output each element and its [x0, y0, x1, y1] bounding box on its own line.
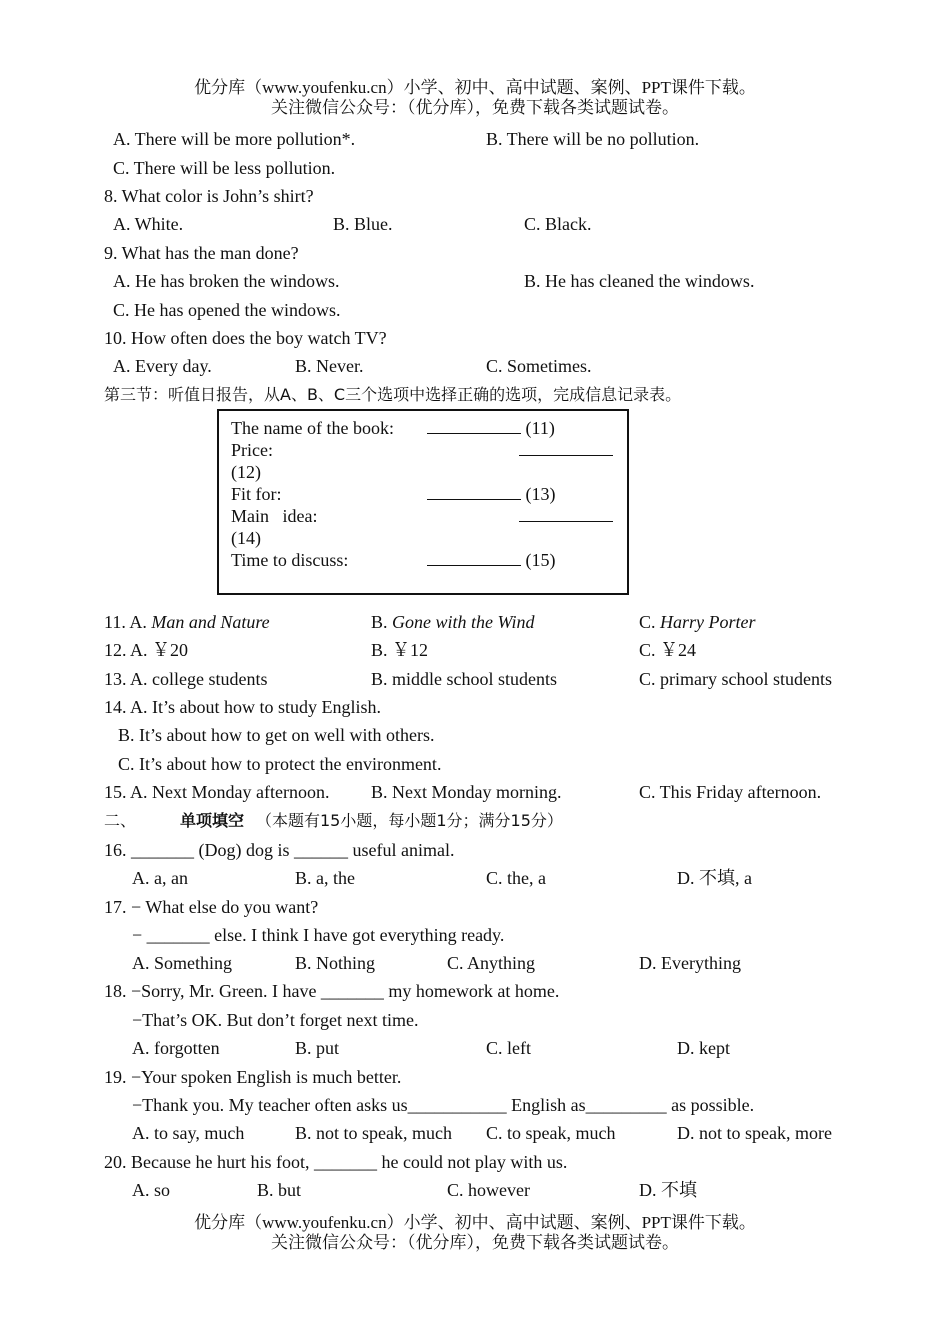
q17-option-b: B. Nothing	[295, 953, 376, 973]
q8-option-a: A. White.	[113, 214, 184, 234]
q19-line2: −Thank you. My teacher often asks us___________ English as_________ as possible.	[132, 1095, 755, 1115]
q11-c-title: Harry Porter	[660, 612, 756, 632]
q14-option-c: C. It’s about how to protect the environment.	[118, 754, 442, 774]
q13-option-b: B. middle school students	[371, 669, 557, 689]
blank-13-number: (13)	[525, 484, 556, 504]
q13-option-a: 13. A. college students	[104, 669, 268, 689]
q15-option-a: 15. A. Next Monday afternoon.	[104, 782, 330, 802]
q11-b-title: Gone with the Wind	[392, 612, 535, 632]
q12-option-b: B. ￥12	[371, 640, 429, 660]
main-idea-label	[231, 505, 317, 527]
part2-number: 二、	[104, 811, 137, 830]
book-name-label: The name of the book:	[231, 418, 394, 438]
q8-stem: 8. What color is John’s shirt?	[104, 186, 314, 206]
q19-option-d: D. not to speak, more	[677, 1123, 832, 1143]
q12-option-c: C. ￥24	[639, 640, 697, 660]
q11-option-a	[104, 611, 270, 633]
q20-option-c: C. however	[447, 1180, 530, 1200]
blank-14-number: (14)	[231, 528, 261, 548]
blank-12-number: (12)	[231, 462, 261, 482]
q16-stem: 16. _______ (Dog) dog is ______ useful animal.	[104, 840, 455, 860]
q10-option-b: B. Never.	[295, 356, 364, 376]
q20-option-b: B. but	[257, 1180, 302, 1200]
main-idea-word2: idea:	[282, 506, 318, 526]
q9-option-b: B. He has cleaned the windows.	[524, 271, 755, 291]
page-header-line2: 关注微信公众号：（优分库），免费下载各类试题试卷。	[271, 98, 679, 117]
q19-option-b: B. not to speak, much	[295, 1123, 452, 1143]
q19-stem: 19. −Your spoken English is much better.	[104, 1067, 402, 1087]
q17-line2: − _______ else. I think I have got everything ready.	[132, 925, 505, 945]
record-table	[217, 409, 629, 595]
blank-12-line	[519, 439, 613, 461]
q10-option-a: A. Every day.	[113, 356, 212, 376]
blank-11-number: (11)	[525, 418, 555, 438]
q9-stem: 9. What has the man done?	[104, 243, 299, 263]
q11-c-letter: C.	[639, 612, 656, 632]
q7-option-b: B. There will be no pollution.	[486, 129, 700, 149]
blank-13	[427, 483, 556, 505]
q20-option-a: A. so	[132, 1180, 171, 1200]
q18-option-b: B. put	[295, 1038, 340, 1058]
blank-11	[427, 417, 555, 439]
q11-number: 11. A.	[104, 612, 147, 632]
q17-option-a: A. Something	[132, 953, 233, 973]
q8-option-b: B. Blue.	[333, 214, 393, 234]
q19-option-c: C. to speak, much	[486, 1123, 616, 1143]
q20-stem: 20. Because he hurt his foot, _______ he could not play with us.	[104, 1152, 568, 1172]
section3-instruction: 第三节：听值日报告，从A、B、C三个选项中选择正确的选项，完成信息记录表。	[104, 385, 682, 404]
q11-b-letter: B.	[371, 612, 388, 632]
q14-option-a: 14. A. It’s about how to study English.	[104, 697, 382, 717]
q15-option-b: B. Next Monday morning.	[371, 782, 562, 802]
q11-a-title: Man and Nature	[151, 612, 270, 632]
q14-option-b: B. It’s about how to get on well with others.	[118, 725, 435, 745]
blank-14-line	[519, 505, 613, 527]
q16-option-d: D. 不填, a	[677, 868, 752, 888]
q17-stem: 17. − What else do you want?	[104, 897, 319, 917]
q10-stem: 10. How often does the boy watch TV?	[104, 328, 387, 348]
q7-option-c: C. There will be less pollution.	[113, 158, 336, 178]
q16-option-b: B. a, the	[295, 868, 355, 888]
q19-option-a: A. to say, much	[132, 1123, 245, 1143]
page-header-line1: 优分库（www.youfenku.cn）小学、初中、高中试题、案例、PPT课件下载。	[194, 78, 756, 97]
part2-title: 单项填空	[180, 811, 245, 830]
q16-option-a: A. a, an	[132, 868, 188, 888]
q11-option-c	[639, 611, 756, 633]
q17-option-d: D. Everything	[639, 953, 741, 973]
q20-option-d: D. 不填	[639, 1180, 697, 1200]
q8-option-c: C. Black.	[524, 214, 592, 234]
q18-line2: −That’s OK. But don’t forget next time.	[132, 1010, 419, 1030]
q18-option-c: C. left	[486, 1038, 531, 1058]
part2-note: （本题有15小题，每小题1分；满分15分）	[256, 811, 563, 830]
q13-option-c: C. primary school students	[639, 669, 832, 689]
q18-option-d: D. kept	[677, 1038, 730, 1058]
blank-15-number: (15)	[525, 550, 556, 570]
q12-option-a: 12. A. ￥20	[104, 640, 189, 660]
q11-option-b	[371, 611, 535, 633]
price-label: Price:	[231, 440, 273, 460]
q7-option-a: A. There will be more pollution*.	[113, 129, 356, 149]
q16-option-c: C. the, a	[486, 868, 546, 888]
q9-option-c: C. He has opened the windows.	[113, 300, 341, 320]
q9-option-a: A. He has broken the windows.	[113, 271, 340, 291]
fit-for-label: Fit for:	[231, 484, 282, 504]
q17-option-c: C. Anything	[447, 953, 536, 973]
q18-stem: 18. −Sorry, Mr. Green. I have _______ my homework at home.	[104, 981, 560, 1001]
q18-option-a: A. forgotten	[132, 1038, 220, 1058]
q10-option-c: C. Sometimes.	[486, 356, 592, 376]
page-footer-line1: 优分库（www.youfenku.cn）小学、初中、高中试题、案例、PPT课件下载。	[194, 1213, 756, 1232]
blank-15	[427, 549, 556, 571]
time-label: Time to discuss:	[231, 550, 349, 570]
q15-option-c: C. This Friday afternoon.	[639, 782, 822, 802]
page-footer-line2: 关注微信公众号：（优分库），免费下载各类试题试卷。	[271, 1233, 679, 1252]
main-idea-word1: Main	[231, 506, 269, 526]
